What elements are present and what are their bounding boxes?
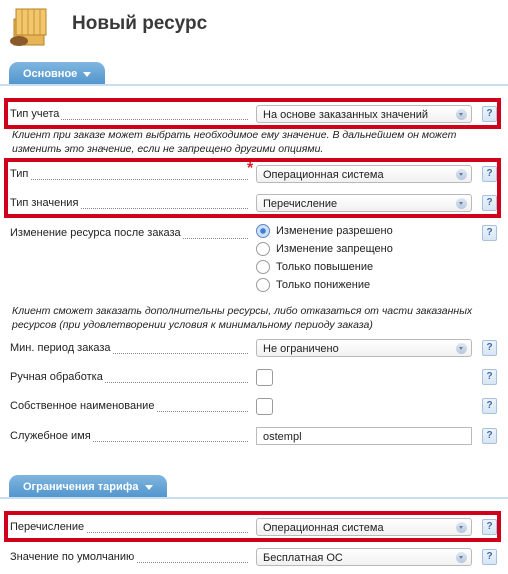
- page-header: [0, 0, 508, 52]
- value-type-label: Тип значения: [10, 197, 79, 209]
- change-after-order-label: Изменение ресурса после заказа: [10, 227, 181, 239]
- section-main: [0, 60, 508, 86]
- tab-main[interactable]: Основное: [9, 62, 105, 86]
- tab-tariff-limits[interactable]: Ограничения тарифа: [9, 475, 167, 499]
- manual-processing-checkbox[interactable]: [256, 369, 273, 386]
- help-icon[interactable]: ?: [482, 428, 497, 444]
- row-manual-processing: [10, 367, 500, 389]
- default-value-select[interactable]: Бесплатная ОС: [256, 548, 472, 566]
- radio-change-allowed[interactable]: Изменение разрешено: [256, 224, 393, 238]
- chevron-down-icon: [145, 485, 153, 490]
- radio-increase-only[interactable]: Только повышение: [256, 260, 373, 274]
- row-service-name: [10, 426, 500, 448]
- account-hint: Клиент при заказе может выбрать необходимое ему значение. В дальнейшем он может изменить это значение, если не запрещено другими опциями.: [12, 129, 457, 155]
- enumeration-label: Перечисление: [10, 521, 85, 533]
- section-tariff: [0, 473, 508, 499]
- row-min-period: [10, 338, 500, 360]
- default-value-label: Значение по умолчанию: [10, 551, 135, 563]
- radio-checked-icon: [256, 224, 270, 238]
- help-icon[interactable]: ?: [482, 195, 497, 211]
- change-hint: Клиент сможет заказать дополнительны ресурсы, либо отказаться от части заказанных ресурсов (при удовлетворении условия к минимальному периоду заказа): [12, 305, 473, 331]
- resource-box-icon: [8, 5, 52, 47]
- chevron-down-icon: [456, 522, 467, 533]
- row-own-name: [10, 396, 500, 418]
- enumeration-select[interactable]: Операционная система: [256, 518, 472, 536]
- row-enumeration: [10, 517, 500, 539]
- row-type: [10, 160, 500, 186]
- help-icon[interactable]: ?: [482, 519, 497, 535]
- value-type-select[interactable]: Перечисление: [256, 194, 472, 212]
- type-select[interactable]: Операционная система: [256, 165, 472, 183]
- required-mark: *: [247, 160, 254, 177]
- min-period-select[interactable]: Не ограничено: [256, 339, 472, 357]
- help-icon[interactable]: ?: [482, 398, 497, 414]
- service-name-input[interactable]: ostempl: [256, 427, 472, 445]
- help-icon[interactable]: ?: [482, 106, 497, 122]
- chevron-down-icon: [456, 169, 467, 180]
- min-period-label: Мин. период заказа: [10, 342, 111, 354]
- radio-icon: [256, 260, 270, 274]
- chevron-down-icon: [456, 109, 467, 120]
- help-icon[interactable]: ?: [482, 340, 497, 356]
- help-icon[interactable]: ?: [482, 166, 497, 182]
- chevron-down-icon: [456, 198, 467, 209]
- radio-icon: [256, 278, 270, 292]
- row-default-value: [10, 547, 500, 569]
- chevron-down-icon: [456, 552, 467, 563]
- chevron-down-icon: [456, 343, 467, 354]
- type-label: Тип: [10, 168, 29, 180]
- own-name-checkbox[interactable]: [256, 398, 273, 415]
- help-icon[interactable]: ?: [482, 225, 497, 241]
- row-account-type: [10, 104, 500, 126]
- account-type-select[interactable]: На основе заказанных значений: [256, 105, 472, 123]
- chevron-down-icon: [83, 72, 91, 77]
- radio-decrease-only[interactable]: Только понижение: [256, 278, 370, 292]
- own-name-label: Собственное наименование: [10, 400, 155, 412]
- service-name-label: Служебное имя: [10, 430, 91, 442]
- help-icon[interactable]: ?: [482, 549, 497, 565]
- radio-change-forbidden[interactable]: Изменение запрещено: [256, 242, 393, 256]
- radio-icon: [256, 242, 270, 256]
- page-title: Новый ресурс: [72, 13, 208, 34]
- row-change-after-order: [10, 223, 500, 295]
- row-value-type: [10, 193, 500, 215]
- manual-processing-label: Ручная обработка: [10, 371, 103, 383]
- help-icon[interactable]: ?: [482, 369, 497, 385]
- account-type-label: Тип учета: [10, 108, 60, 120]
